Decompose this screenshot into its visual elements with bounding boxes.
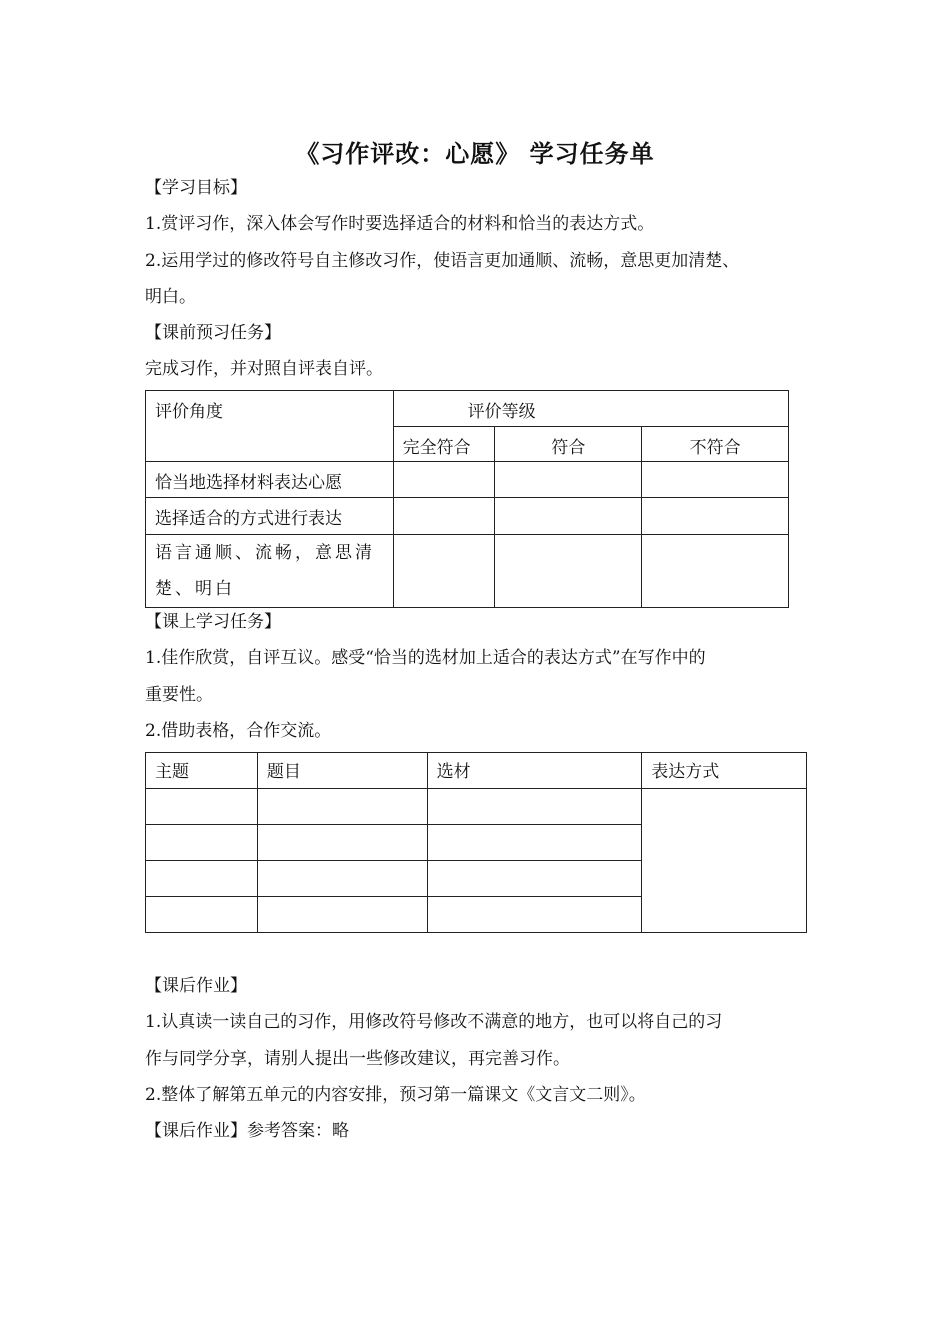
eval-level-full: 完全符合 [393, 427, 495, 462]
homework-1-line-2: 作与同学分享，请别人提出一些修改建议，再完善习作。 [145, 1049, 570, 1069]
answer-note: 【课后作业】参考答案：略 [145, 1121, 349, 1141]
eval-row-label: 恰当地选择材料表达心愿 [146, 462, 394, 498]
eval-cell[interactable] [642, 462, 789, 498]
eval-cell[interactable] [642, 498, 789, 535]
class-task-1-line-1: 1.佳作欣赏，自评互议。感受“恰当的选材加上适合的表达方式”在写作中的 [145, 648, 706, 668]
class-task-2: 2.借助表格，合作交流。 [145, 721, 332, 741]
topic-cell[interactable] [146, 789, 258, 825]
topic-cell[interactable] [257, 789, 427, 825]
goal-2-line-2: 明白。 [145, 287, 196, 307]
topic-cell[interactable] [146, 861, 258, 897]
eval-header-angle: 评价角度 [146, 391, 394, 462]
eval-row-label: 选择适合的方式进行表达 [146, 498, 394, 535]
goals-heading: 【学习目标】 [145, 178, 247, 198]
eval-cell[interactable] [642, 535, 789, 608]
eval-row-label: 语言通顺、流畅，意思清楚、明白 [146, 535, 394, 608]
homework-2: 2.整体了解第五单元的内容安排，预习第一篇课文《文言文二则》。 [145, 1085, 646, 1105]
eval-cell[interactable] [495, 535, 642, 608]
topic-cell[interactable] [427, 825, 642, 861]
self-evaluation-table [145, 390, 789, 608]
eval-header-level: 评价等级 [393, 391, 788, 427]
eval-cell[interactable] [393, 498, 495, 535]
goal-2-line-1: 2.运用学过的修改符号自主修改习作，使语言更加通顺、流畅，意思更加清楚、 [145, 251, 740, 271]
topic-header-material: 选材 [427, 753, 642, 789]
topic-cell[interactable] [257, 825, 427, 861]
topic-cell[interactable] [257, 897, 427, 933]
topic-header-theme: 主题 [146, 753, 258, 789]
goal-1: 1.赏评习作，深入体会写作时要选择适合的材料和恰当的表达方式。 [145, 214, 655, 234]
topic-expression-cell[interactable] [642, 789, 807, 933]
class-task-1-line-2: 重要性。 [145, 685, 213, 705]
topic-cell[interactable] [427, 861, 642, 897]
eval-cell[interactable] [495, 462, 642, 498]
topic-table [145, 752, 807, 933]
topic-cell[interactable] [146, 825, 258, 861]
homework-heading: 【课后作业】 [145, 976, 247, 996]
class-heading: 【课上学习任务】 [145, 612, 281, 632]
topic-cell[interactable] [146, 897, 258, 933]
eval-level-match: 符合 [495, 427, 642, 462]
homework-1-line-1: 1.认真读一读自己的习作，用修改符号修改不满意的地方，也可以将自己的习 [145, 1012, 723, 1032]
eval-level-nomatch: 不符合 [642, 427, 789, 462]
eval-cell[interactable] [393, 535, 495, 608]
page-title: 《习作评改：心愿》 学习任务单 [295, 139, 655, 168]
topic-cell[interactable] [257, 861, 427, 897]
eval-cell[interactable] [495, 498, 642, 535]
eval-cell[interactable] [393, 462, 495, 498]
topic-cell[interactable] [427, 897, 642, 933]
preview-text: 完成习作，并对照自评表自评。 [145, 359, 383, 379]
preview-heading: 【课前预习任务】 [145, 323, 281, 343]
topic-cell[interactable] [427, 789, 642, 825]
topic-header-title: 题目 [257, 753, 427, 789]
topic-header-expression: 表达方式 [642, 753, 807, 789]
